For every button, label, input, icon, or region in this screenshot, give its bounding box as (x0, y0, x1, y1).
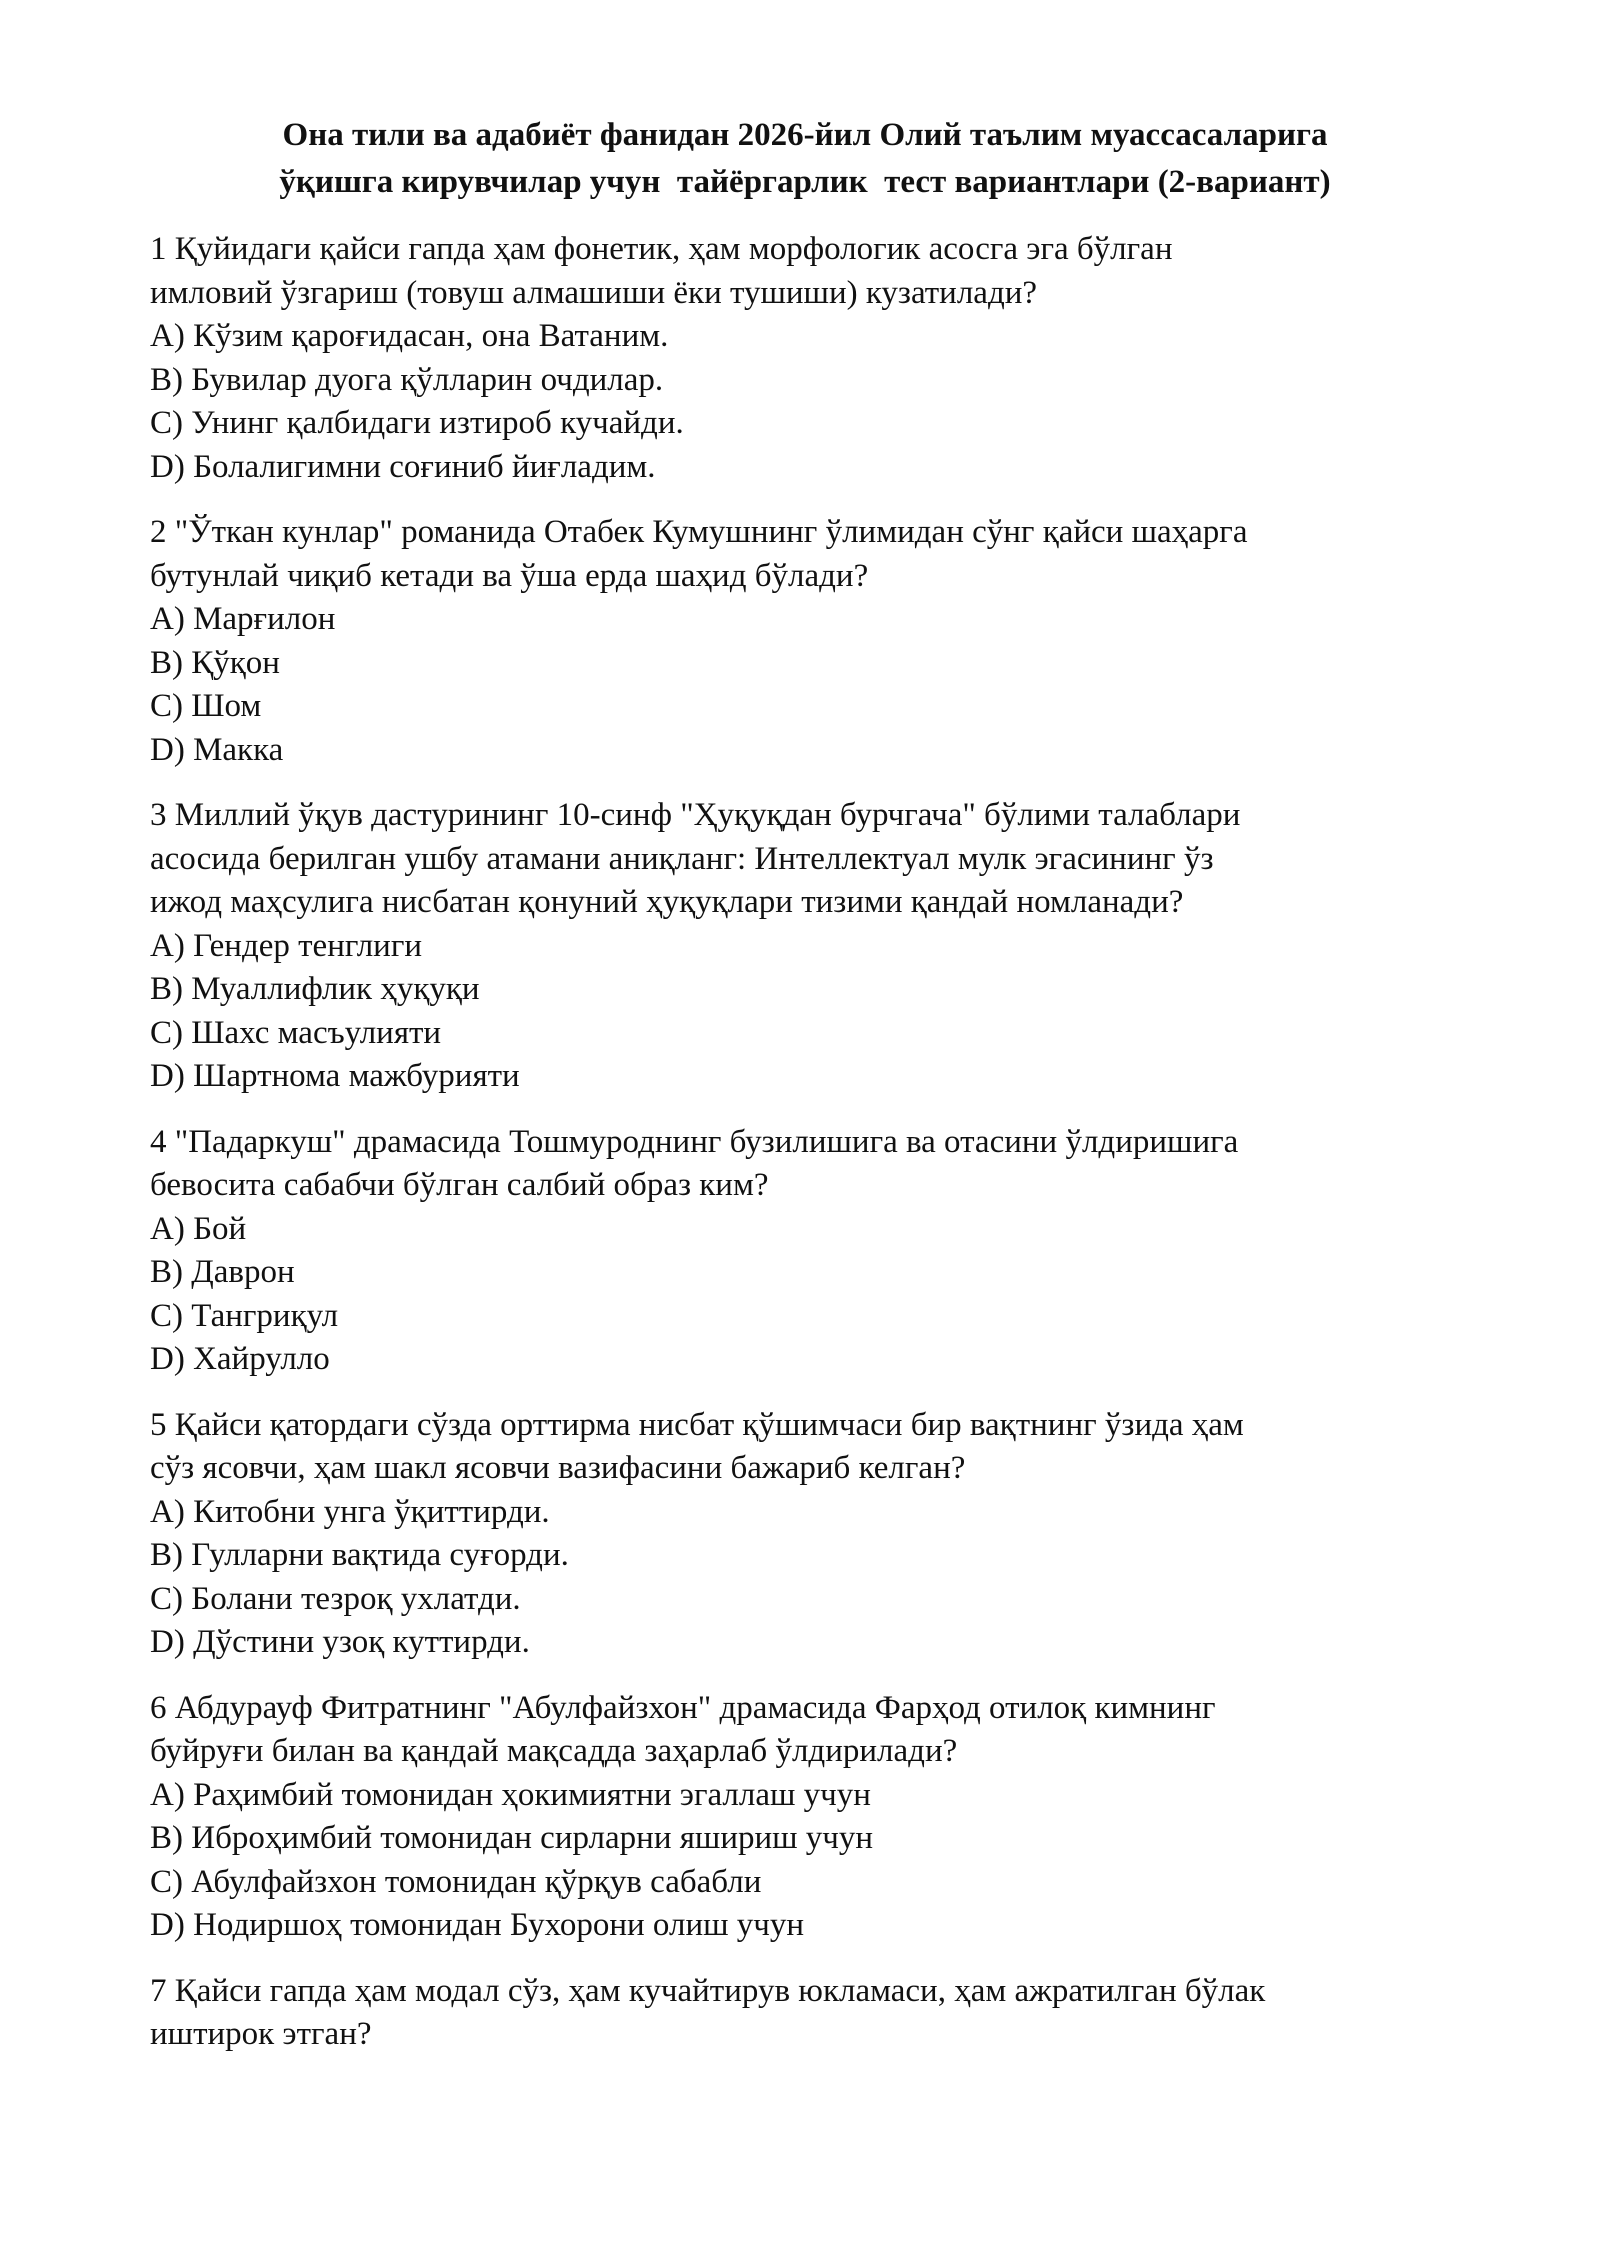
document-title (150, 112, 1460, 206)
question-text-line: 3 Миллий ўқув дастурининг 10-синф "Ҳуқуқдан бурчгача" бўлими талаблари (150, 797, 1241, 833)
question-text (150, 1121, 1460, 1208)
answer-option-b: B) Муаллифлик ҳуқуқи (150, 971, 480, 1007)
answer-option-a: A) Китобни унга ўқиттирди. (150, 1493, 550, 1530)
question-text-line: бевосита сабабчи бўлган салбий образ ким? (150, 1167, 769, 1203)
answer-option-d: D) Болалигимни соғиниб йиғладим. (150, 448, 656, 485)
question-7 (150, 1970, 1460, 2057)
question-text-line: асосида берилган ушбу атамани аниқланг: Интеллектуал мулк эгасининг ўз (150, 840, 1214, 877)
question-1 (150, 228, 1460, 489)
answer-option-d: D) Макка (150, 731, 284, 768)
question-text-line: бутунлай чиқиб кетади ва ўша ерда шаҳид бўлади? (150, 557, 869, 594)
question-text-line: буйруғи билан ва қандай мақсадда заҳарлаб ўлдирилади? (150, 1733, 958, 1769)
question-6 (150, 1687, 1460, 1948)
answer-option-c: C) Шом (150, 688, 262, 724)
answer-option-d: D) Хайрулло (150, 1341, 330, 1377)
answer-option-c: C) Унинг қалбидаги изтироб кучайди. (150, 405, 684, 441)
question-list (150, 228, 1460, 2057)
question-text-line: иштирок этган? (150, 2016, 372, 2052)
question-text-line: 1 Қуйидаги қайси гапда ҳам фонетик, ҳам морфологик асосга эга бўлган (150, 231, 1173, 267)
answer-option-b: B) Бувилар дуога қўлларин очдилар. (150, 361, 664, 398)
question-text-line: 6 Абдурауф Фитратнинг "Абулфайзхон" драмасида Фарҳод отилоқ кимнинг (150, 1689, 1216, 1726)
answer-option-a: A) Бой (150, 1210, 247, 1247)
answer-option-c: C) Абулфайзхон томонидан қўрқув сабабли (150, 1863, 762, 1900)
question-text (150, 794, 1460, 925)
answer-option-b: B) Даврон (150, 1254, 295, 1290)
question-2 (150, 511, 1460, 772)
answer-option-a: A) Кўзим қароғидасан, она Ватаним. (150, 318, 669, 354)
question-text (150, 1687, 1460, 1774)
answer-option-d: D) Дўстини узоқ куттирди. (150, 1624, 530, 1660)
question-text (150, 511, 1460, 598)
title-line-2: ўқишга кирувчилар учун тайёргарлик тест вариантлари (2-вариант) (279, 164, 1331, 200)
question-text-line: сўз ясовчи, ҳам шакл ясовчи вазифасини бажариб келган? (150, 1450, 966, 1486)
answer-option-c: C) Шахс масъулияти (150, 1014, 442, 1051)
answer-option-b: B) Қўқон (150, 644, 280, 681)
answer-option-c: C) Болани тезроқ ухлатди. (150, 1580, 521, 1617)
question-text-line: имловий ўзгариш (товуш алмашиши ёки тушиши) кузатилади? (150, 274, 1038, 311)
answer-option-d: D) Шартнома мажбурияти (150, 1058, 520, 1094)
question-text (150, 1404, 1460, 1491)
answer-option-b: B) Иброҳимбий томонидан сирларни яшириш учун (150, 1820, 874, 1856)
question-text (150, 1970, 1460, 2057)
question-4 (150, 1121, 1460, 1382)
question-text-line: 5 Қайси қатордаги сўзда орттирма нисбат қўшимчаси бир вақтнинг ўзида ҳам (150, 1406, 1244, 1443)
question-5 (150, 1404, 1460, 1665)
question-3 (150, 794, 1460, 1099)
answer-option-b: B) Гулларни вақтида суғорди. (150, 1537, 569, 1573)
title-line-1: Она тили ва адабиёт фанидан 2026-йил Олий таълим муассасаларига (282, 117, 1328, 153)
document-page (150, 112, 1460, 2079)
answer-option-a: A) Раҳимбий томонидан ҳокимиятни эгаллаш учун (150, 1776, 871, 1813)
question-text (150, 228, 1460, 315)
answer-option-a: A) Гендер тенглиги (150, 927, 423, 964)
answer-option-d: D) Нодиршоҳ томонидан Бухорони олиш учун (150, 1907, 805, 1943)
question-text-line: 2 "Ўткан кунлар" романида Отабек Кумушнинг ўлимидан сўнг қайси шаҳарга (150, 514, 1248, 550)
question-text-line: 7 Қайси гапда ҳам модал сўз, ҳам кучайтирув юкламаси, ҳам ажратилган бўлак (150, 1972, 1266, 2009)
answer-option-a: A) Марғилон (150, 601, 336, 637)
question-text-line: ижод маҳсулига нисбатан қонуний ҳуқуқлари тизими қандай номланади? (150, 884, 1184, 920)
answer-option-c: C) Тангриқул (150, 1297, 339, 1334)
question-text-line: 4 "Падаркуш" драмасида Тошмуроднинг бузилишига ва отасини ўлдиришига (150, 1123, 1239, 1160)
